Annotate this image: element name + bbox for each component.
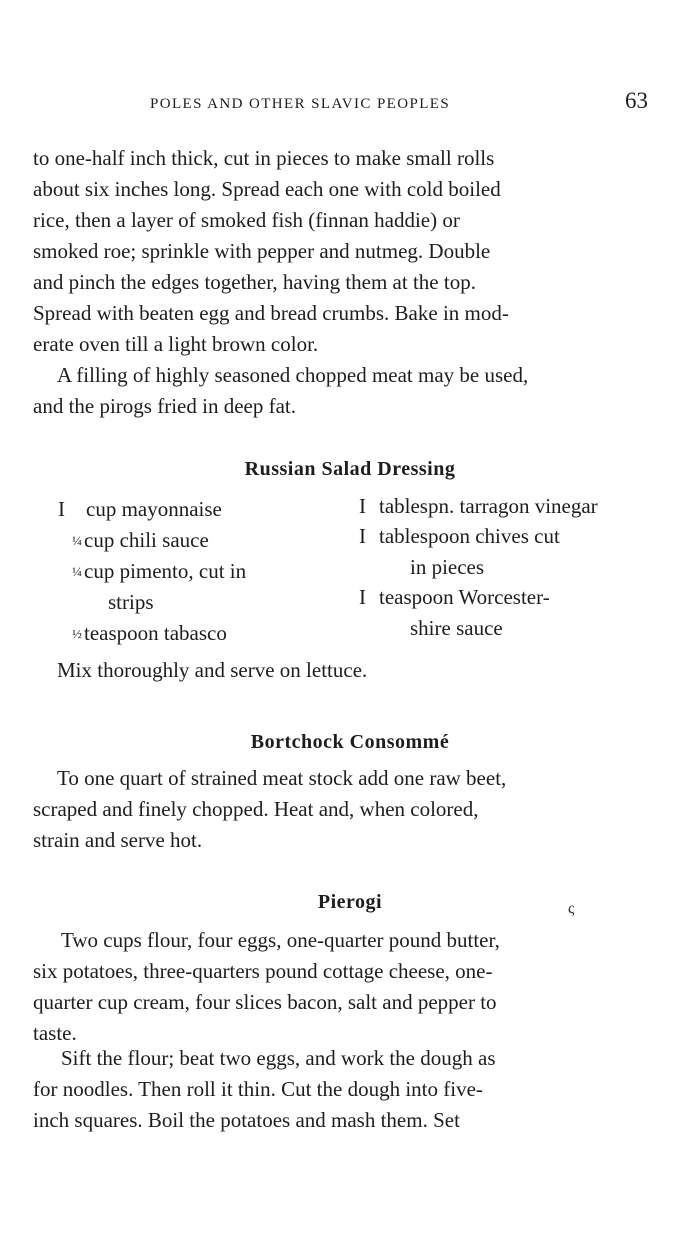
text-line: taste. bbox=[33, 1021, 77, 1045]
text-line: Spread with beaten egg and bread crumbs. Bake in mod- bbox=[33, 301, 509, 325]
ingredient-text: in pieces bbox=[410, 555, 485, 579]
ingredient-text: cup chili sauce bbox=[84, 528, 209, 552]
text-line: To one quart of strained meat stock add one raw beet, bbox=[57, 766, 507, 790]
recipe-title-russian-dressing: Russian Salad Dressing bbox=[244, 458, 456, 480]
ingredient-text: cup pimento, cut in bbox=[84, 559, 247, 583]
ingredient-item bbox=[70, 556, 246, 587]
margin-pencil-mark: ς bbox=[568, 900, 575, 917]
text-line: and pinch the edges together, having them at the top. bbox=[33, 270, 476, 294]
ingredient-text: tablespn. tarragon vinegar bbox=[379, 494, 598, 518]
ingredient-item bbox=[359, 521, 560, 552]
ingredient-qty: ½ bbox=[72, 626, 82, 641]
ingredient-qty: I bbox=[359, 494, 366, 518]
ingredient-text: tablespoon chives cut bbox=[379, 524, 560, 548]
ingredient-qty: I bbox=[58, 497, 65, 521]
text-line: rice, then a layer of smoked fish (finnan haddie) or bbox=[33, 208, 460, 232]
text-line: smoked roe; sprinkle with pepper and nutmeg. Double bbox=[33, 239, 491, 263]
ingredient-qty: ¼ bbox=[72, 533, 82, 548]
ingredient-qty: I bbox=[359, 524, 366, 548]
ingredient-text: strips bbox=[108, 590, 154, 614]
ingredient-item bbox=[58, 494, 222, 525]
text-line: quarter cup cream, four slices bacon, salt and pepper to bbox=[33, 990, 497, 1014]
text-line: inch squares. Boil the potatoes and mash them. Set bbox=[33, 1108, 460, 1132]
recipe-title-bortchock: Bortchock Consommé bbox=[250, 731, 450, 753]
recipe-title-pierogi: Pierogi bbox=[317, 891, 383, 913]
text-line: Two cups flour, four eggs, one-quarter pound butter, bbox=[61, 928, 500, 952]
text-line: to one-half inch thick, cut in pieces to make small rolls bbox=[33, 146, 495, 170]
ingredient-text: shire sauce bbox=[410, 616, 503, 640]
text-line: about six inches long. Spread each one with cold boiled bbox=[33, 177, 501, 201]
text-line: and the pirogs fried in deep fat. bbox=[33, 394, 296, 418]
ingredient-text: cup mayonnaise bbox=[86, 497, 222, 521]
text-line: six potatoes, three-quarters pound cottage cheese, one- bbox=[33, 959, 493, 983]
ingredient-item bbox=[108, 587, 154, 618]
text-line: erate oven till a light brown color. bbox=[33, 332, 319, 356]
ingredient-item bbox=[359, 491, 598, 522]
ingredient-item bbox=[410, 552, 484, 583]
ingredient-item bbox=[70, 525, 209, 556]
text-line: Sift the flour; beat two eggs, and work the dough as bbox=[61, 1046, 496, 1070]
recipe-method: Mix thoroughly and serve on lettuce. bbox=[57, 658, 368, 682]
page-number: 63 bbox=[625, 88, 648, 113]
text-line: for noodles. Then roll it thin. Cut the dough into five- bbox=[33, 1077, 483, 1101]
ingredient-item bbox=[410, 613, 503, 644]
text-line: strain and serve hot. bbox=[33, 828, 203, 852]
ingredient-text: teaspoon tabasco bbox=[84, 621, 227, 645]
ingredient-text: teaspoon Worcester- bbox=[379, 585, 550, 609]
text-line: A filling of highly seasoned chopped meat may be used, bbox=[57, 363, 529, 387]
running-head: POLES AND OTHER SLAVIC PEOPLES bbox=[150, 96, 451, 112]
text-line: scraped and finely chopped. Heat and, when colored, bbox=[33, 797, 479, 821]
ingredient-qty: ¼ bbox=[72, 564, 82, 579]
ingredient-qty: I bbox=[359, 585, 366, 609]
ingredient-item bbox=[70, 618, 227, 649]
ingredient-item bbox=[359, 582, 550, 613]
